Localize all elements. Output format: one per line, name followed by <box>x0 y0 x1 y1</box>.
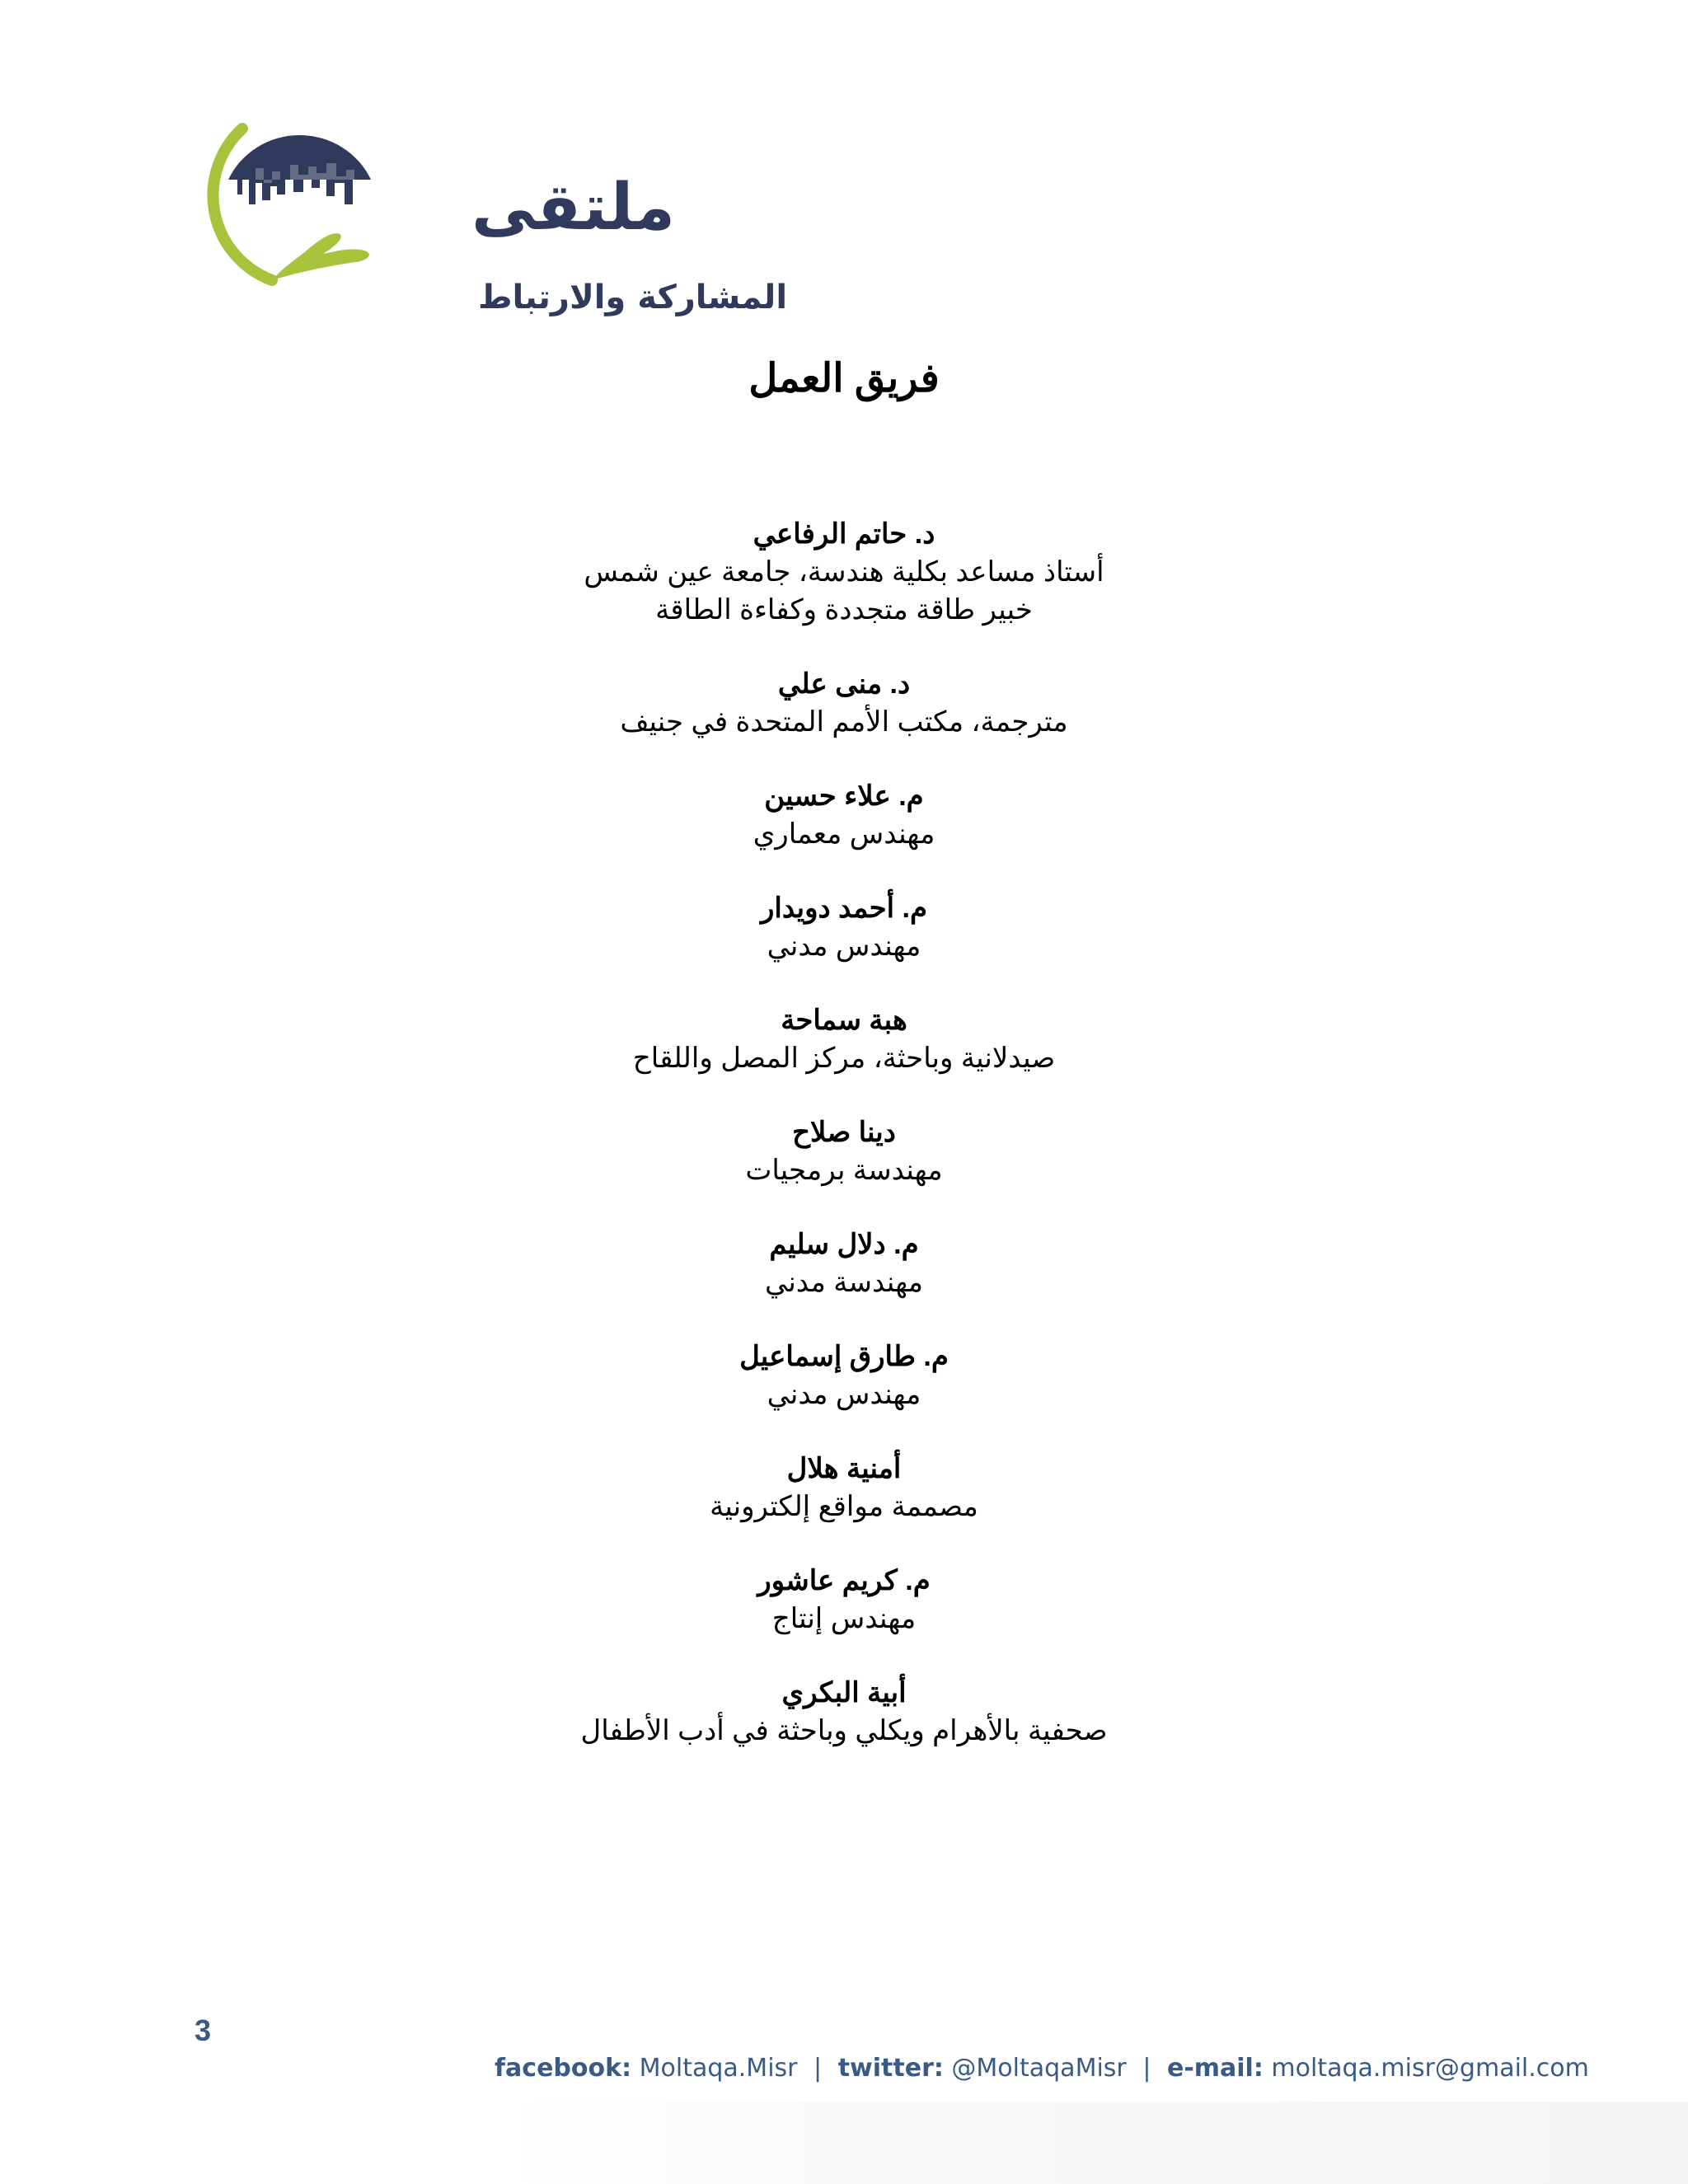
footer-contacts <box>495 2050 1589 2087</box>
member-name: د. حاتم الرفاعي <box>753 518 935 550</box>
moltaqa-logo <box>191 97 788 320</box>
member-name: أمنية هلال <box>786 1453 902 1484</box>
logo-graphic <box>191 97 788 320</box>
member-name: أبية البكري <box>781 1677 907 1708</box>
member-role: مترجمة، مكتب الأمم المتحدة في جنيف <box>620 706 1068 738</box>
email-link[interactable]: moltaqa.misr@gmail.com <box>1271 2054 1589 2083</box>
facebook-link[interactable]: Moltaqa.Misr <box>639 2054 798 2083</box>
page-number: 3 <box>195 2013 212 2047</box>
page-title: فريق العمل <box>748 357 940 401</box>
email-label: e-mail: <box>1166 2054 1264 2083</box>
member-name: م. كريم عاشور <box>757 1565 931 1596</box>
member-role: خبير طاقة متجددة وكفاءة الطاقة <box>655 594 1033 626</box>
member-name: هبة سماحة <box>781 1005 907 1036</box>
facebook-label: facebook: <box>495 2054 632 2083</box>
team-member <box>0 1450 1688 1526</box>
member-name: د. منى علي <box>777 668 911 700</box>
member-role: مهندسة برمجيات <box>745 1155 943 1186</box>
team-member <box>0 1001 1688 1077</box>
team-member <box>0 665 1688 741</box>
member-role: أستاذ مساعد بكلية هندسة، جامعة عين شمس <box>584 556 1104 588</box>
team-member <box>0 889 1688 965</box>
footer-separator: | <box>1142 2054 1151 2083</box>
member-role: صحفية بالأهرام ويكلي وباحثة في أدب الأطفال <box>580 1715 1108 1746</box>
member-role: مهندس مدني <box>767 1379 921 1410</box>
member-name: م. طارق إسماعيل <box>739 1341 949 1372</box>
member-name: م. أحمد دويدار <box>760 893 928 924</box>
team-member <box>0 515 1688 629</box>
member-name: م. دلال سليم <box>769 1229 919 1260</box>
twitter-label: twitter: <box>837 2054 944 2083</box>
team-list <box>0 515 1688 1750</box>
member-role: مصممة مواقع إلكترونية <box>710 1491 978 1522</box>
member-role: مهندس إنتاج <box>771 1603 917 1634</box>
logo-wordmark: ملتقى <box>471 171 676 245</box>
member-role: صيدلانية وباحثة، مركز المصل واللقاح <box>632 1043 1056 1074</box>
member-role: مهندس مدني <box>767 930 921 962</box>
team-member <box>0 1562 1688 1638</box>
team-member <box>0 1338 1688 1413</box>
footer-separator: | <box>814 2054 823 2083</box>
member-role: مهندسة مدني <box>764 1267 923 1298</box>
twitter-link[interactable]: @MoltaqaMisr <box>951 2054 1127 2083</box>
member-name: م. علاء حسين <box>764 780 924 812</box>
team-member <box>0 1674 1688 1750</box>
team-member <box>0 777 1688 853</box>
member-role: مهندس معماري <box>753 818 935 850</box>
footer-band <box>503 2102 1688 2184</box>
team-member <box>0 1113 1688 1189</box>
logo-tagline: المشاركة والارتباط <box>478 279 788 316</box>
team-member <box>0 1226 1688 1301</box>
member-name: دينا صلاح <box>792 1117 896 1148</box>
